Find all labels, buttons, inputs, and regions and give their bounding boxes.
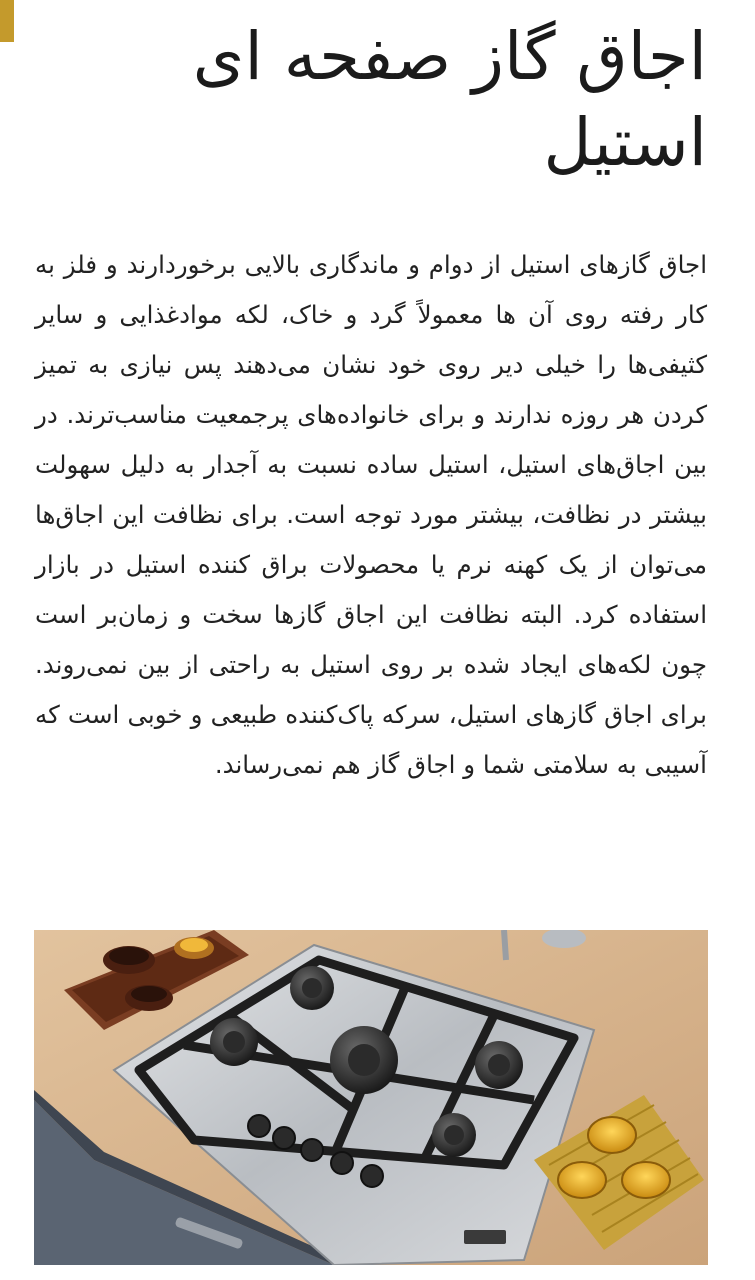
bowl — [622, 1162, 670, 1198]
article-body: اجاق گازهای استیل از دوام و ماندگاری بالایی برخوردارند و فلز به کار رفته روی آن ها معمولاً گرد و خاک، لکه موادغذایی و سایر کثیفی‌ها را خیلی دیر روی خود نشان می‌دهند پس نیازی به تمیز کردن هر روزه ندارند و برای خانواده‌های پرجمعیت مناسب‌ترند. در بین اجاق‌های استیل، استیل ساده نسبت به آجدار به دلیل سهولت بیشتر در نظافت، بیشتر مورد توجه است. برای نظافت این اجاق‌ها می‌توان از یک کهنه نرم یا محصولات براق کننده استیل در بازار استفاده کرد. البته نظافت این اجاق گازها سخت و زمان‌بر است چون لکه‌های ایجاد شده بر روی استیل به راحتی از بین نمی‌روند. برای اجاق گازهای استیل، سرکه پاک‌کننده طبیعی و خوبی است که آسیبی به سلامتی شما و اجاق گاز هم نمی‌رساند. — [35, 250, 707, 779]
gas-hob-photo — [34, 930, 708, 1265]
bowl — [558, 1162, 606, 1198]
bowl — [588, 1117, 636, 1153]
brand-plate — [464, 1230, 506, 1244]
article-title: اجاق گاز صفحه ای استیل — [192, 18, 707, 181]
